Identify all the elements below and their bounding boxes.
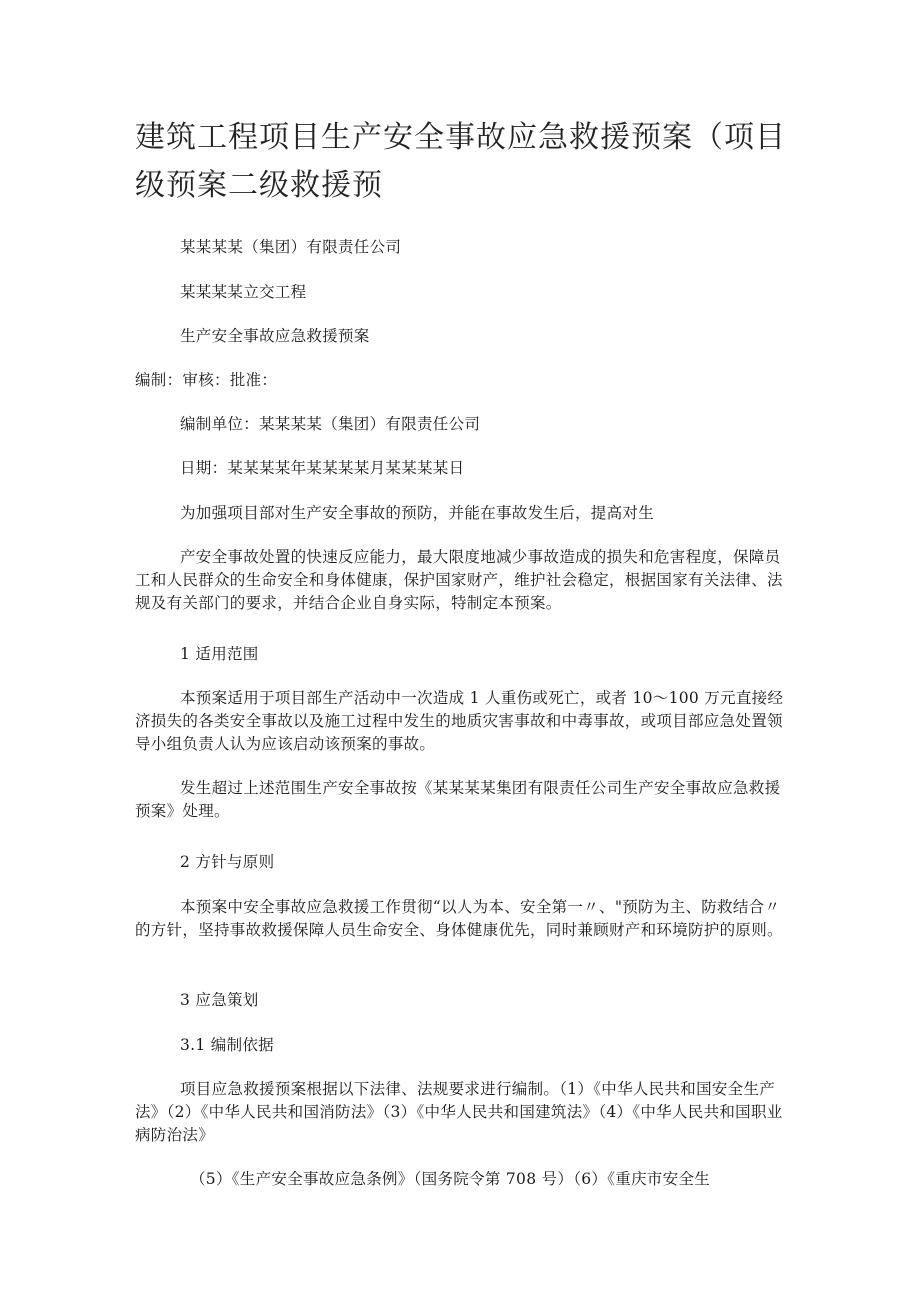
document-date: 日期：某某某某年某某某某月某某某某日 (180, 459, 465, 477)
document-title: 建筑工程项目生产安全事故应急救援预案（项目级预案二级救援预 (135, 120, 786, 203)
intro-paragraph: 产安全事故处置的快速反应能力，最大限度地减少事故造成的损失和危害程度，保障员工和人民群众的生命安全和身体健康，保护国家财产，维护社会稳定，根据国家有关法律、法规及有关部门的要求，并结合企业自身实际，特制定本预案。 (135, 548, 783, 612)
section-1-heading: 1 适用范围 (180, 645, 259, 663)
section-3-heading: 3 应急策划 (180, 991, 259, 1009)
section-1-paragraph-2: 发生超过上述范围生产安全事故按《某某某某集团有限责任公司生产安全事故应急救援预案》处理。 (135, 779, 781, 820)
section-2-heading: 2 方针与原则 (180, 853, 275, 871)
signoff-line: 编制：审核：批准： (135, 371, 278, 389)
section-3-1-heading: 3.1 编制依据 (180, 1036, 274, 1054)
intro-line: 为加强项目部对生产安全事故的预防，并能在事故发生后，提高对生 (180, 504, 655, 522)
plan-name: 生产安全事故应急救援预案 (180, 327, 370, 345)
section-1-paragraph-1: 本预案适用于项目部生产活动中一次造成 1 人重伤或死亡，或者 10～100 万元直接经济损失的各类安全事故以及施工过程中发生的地质灾害事故和中毒事故，或项目部应急处置领导小组负责人认为应该启动该预案的事故。 (135, 689, 784, 753)
company-name: 某某某某（集团）有限责任公司 (180, 238, 402, 256)
compiling-unit: 编制单位：某某某某（集团）有限责任公司 (180, 415, 481, 433)
project-name: 某某某某立交工程 (180, 283, 307, 301)
section-2-paragraph: 本预案中安全事故应急救援工作贯彻“以人为本、安全第一〃、"预防为主、防救结合〃的方针，坚持事故救援保障人员生命安全、身体健康优先，同时兼顾财产和环境防护的原则。 (135, 898, 783, 939)
section-3-1-paragraph-2: （5）《生产安全事故应急条例》（国务院令第 708 号）（6）《重庆市安全生 (190, 1170, 711, 1188)
section-3-1-paragraph-1: 项目应急救援预案根据以下法律、法规要求进行编制。（1）《中华人民共和国安全生产法》（2）《中华人民共和国消防法》（3）《中华人民共和国建筑法》（4）《中华人民共和国职业病防治法》 (135, 1080, 783, 1144)
